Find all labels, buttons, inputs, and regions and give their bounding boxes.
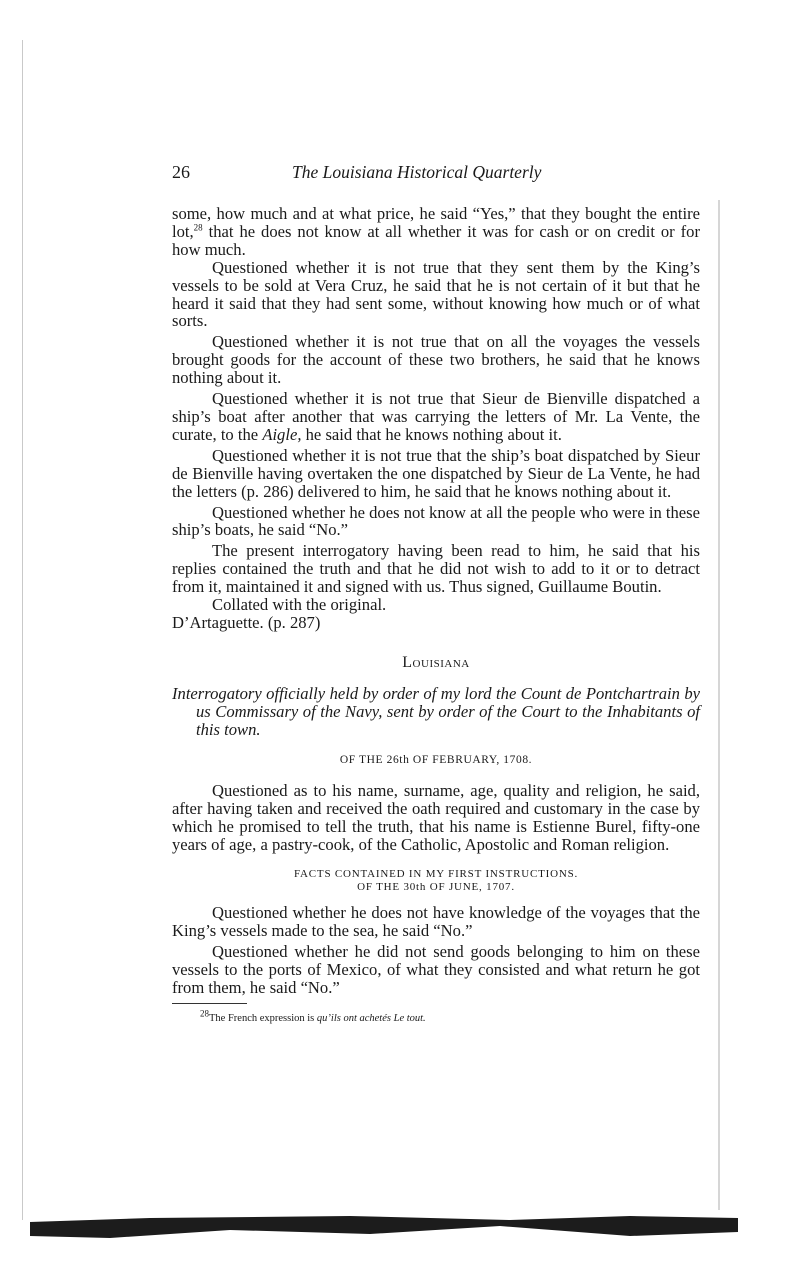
- paragraph-identity: Questioned as to his name, surname, age, quality and religion, he said, after having taken and received the oath required and customary in the case by which he promised to tell the truth, that his name is Estienne Burel, fifty-one years of age, a pastry-cook, of the Catholic, Apostolic and Roman religion.: [172, 781, 700, 855]
- date-line: OF THE 26th OF FEBRUARY, 1708.: [339, 754, 533, 767]
- paragraph-5: Questioned whether it is not true that the ship’s boat dispatched by Sieur de Bienville having overtaken the one dispatched by Sieur de La Vente, he had the letters (p. 286) delivered to him, he said that he knows nothing about it.: [172, 445, 700, 501]
- paragraph-3: Questioned whether it is not true that on all the voyages the vessels brought goods for the account of these two brothers, he said that he knows nothing about it.: [172, 332, 700, 388]
- paragraph-2: Questioned whether it is not true that they sent them by the King’s vessels to be sold at Vera Cruz, he said that he is not certain of it but that he heard it said that they had sent some, without knowing how much or of what sorts.: [172, 257, 700, 331]
- facts-heading: FACTS CONTAINED IN MY FIRST INSTRUCTIONS. OF THE 30th OF JUNE, 1707.: [293, 868, 579, 893]
- paragraph-goods: Questioned whether he did not send goods belonging to him on these vessels to the ports of Mexico, of what they consisted and what return he got from them, he said “No.”: [172, 941, 700, 997]
- paragraph-1: some, how much and at what price, he said “Yes,” that they bought the entire lot,$^{28}$ that he does not know at all whether it was for cash or on credit or for how much.: [172, 204, 700, 259]
- footnote: $^{28}$The French expression is qu’ils ont achetés Le tout.: [200, 1008, 426, 1024]
- journal-title: The Louisiana Historical Quarterly: [292, 162, 542, 182]
- paragraph-8: Collated with the original.: [212, 595, 387, 615]
- scan-bottom-edge: [30, 1214, 738, 1240]
- paragraph-4: Questioned whether it is not true that Sieur de Bienville dispatched a ship’s boat after another that was carrying the letters of Mr. La Vente, the curate, to the Aigle, he said that he knows nothing about it.: [172, 389, 700, 444]
- section-heading: Louisiana: [402, 653, 470, 671]
- paragraph-voyages: Questioned whether he does not have knowledge of the voyages that the King’s vessels made to the sea, he said “No.”: [172, 903, 700, 940]
- footnote-ref: 28: [193, 222, 203, 233]
- running-header: [172, 162, 702, 188]
- signature: D’Artaguette. (p. 287): [172, 612, 321, 632]
- page-number: 26: [172, 162, 190, 182]
- interrogatory-title: Interrogatory officially held by order of my lord the Count de Pontchartrain by us Commissary of the Navy, sent by order of the Court to the Inhabitants of this town.: [172, 683, 700, 739]
- page-body: [172, 205, 700, 1027]
- paragraph-7: The present interrogatory having been read to him, he said that his replies contained the truth and that he did not wish to add to it or to detract from it, maintained it and signed with us. Thus signed, Guillaume Boutin.: [172, 541, 700, 597]
- page-left-edge: [22, 40, 23, 1220]
- footnote-rule: [172, 1003, 247, 1004]
- paragraph-6: Questioned whether he does not know at all the people who were in these ship’s boats, he said “No.”: [172, 502, 700, 540]
- page-right-edge: [718, 200, 720, 1210]
